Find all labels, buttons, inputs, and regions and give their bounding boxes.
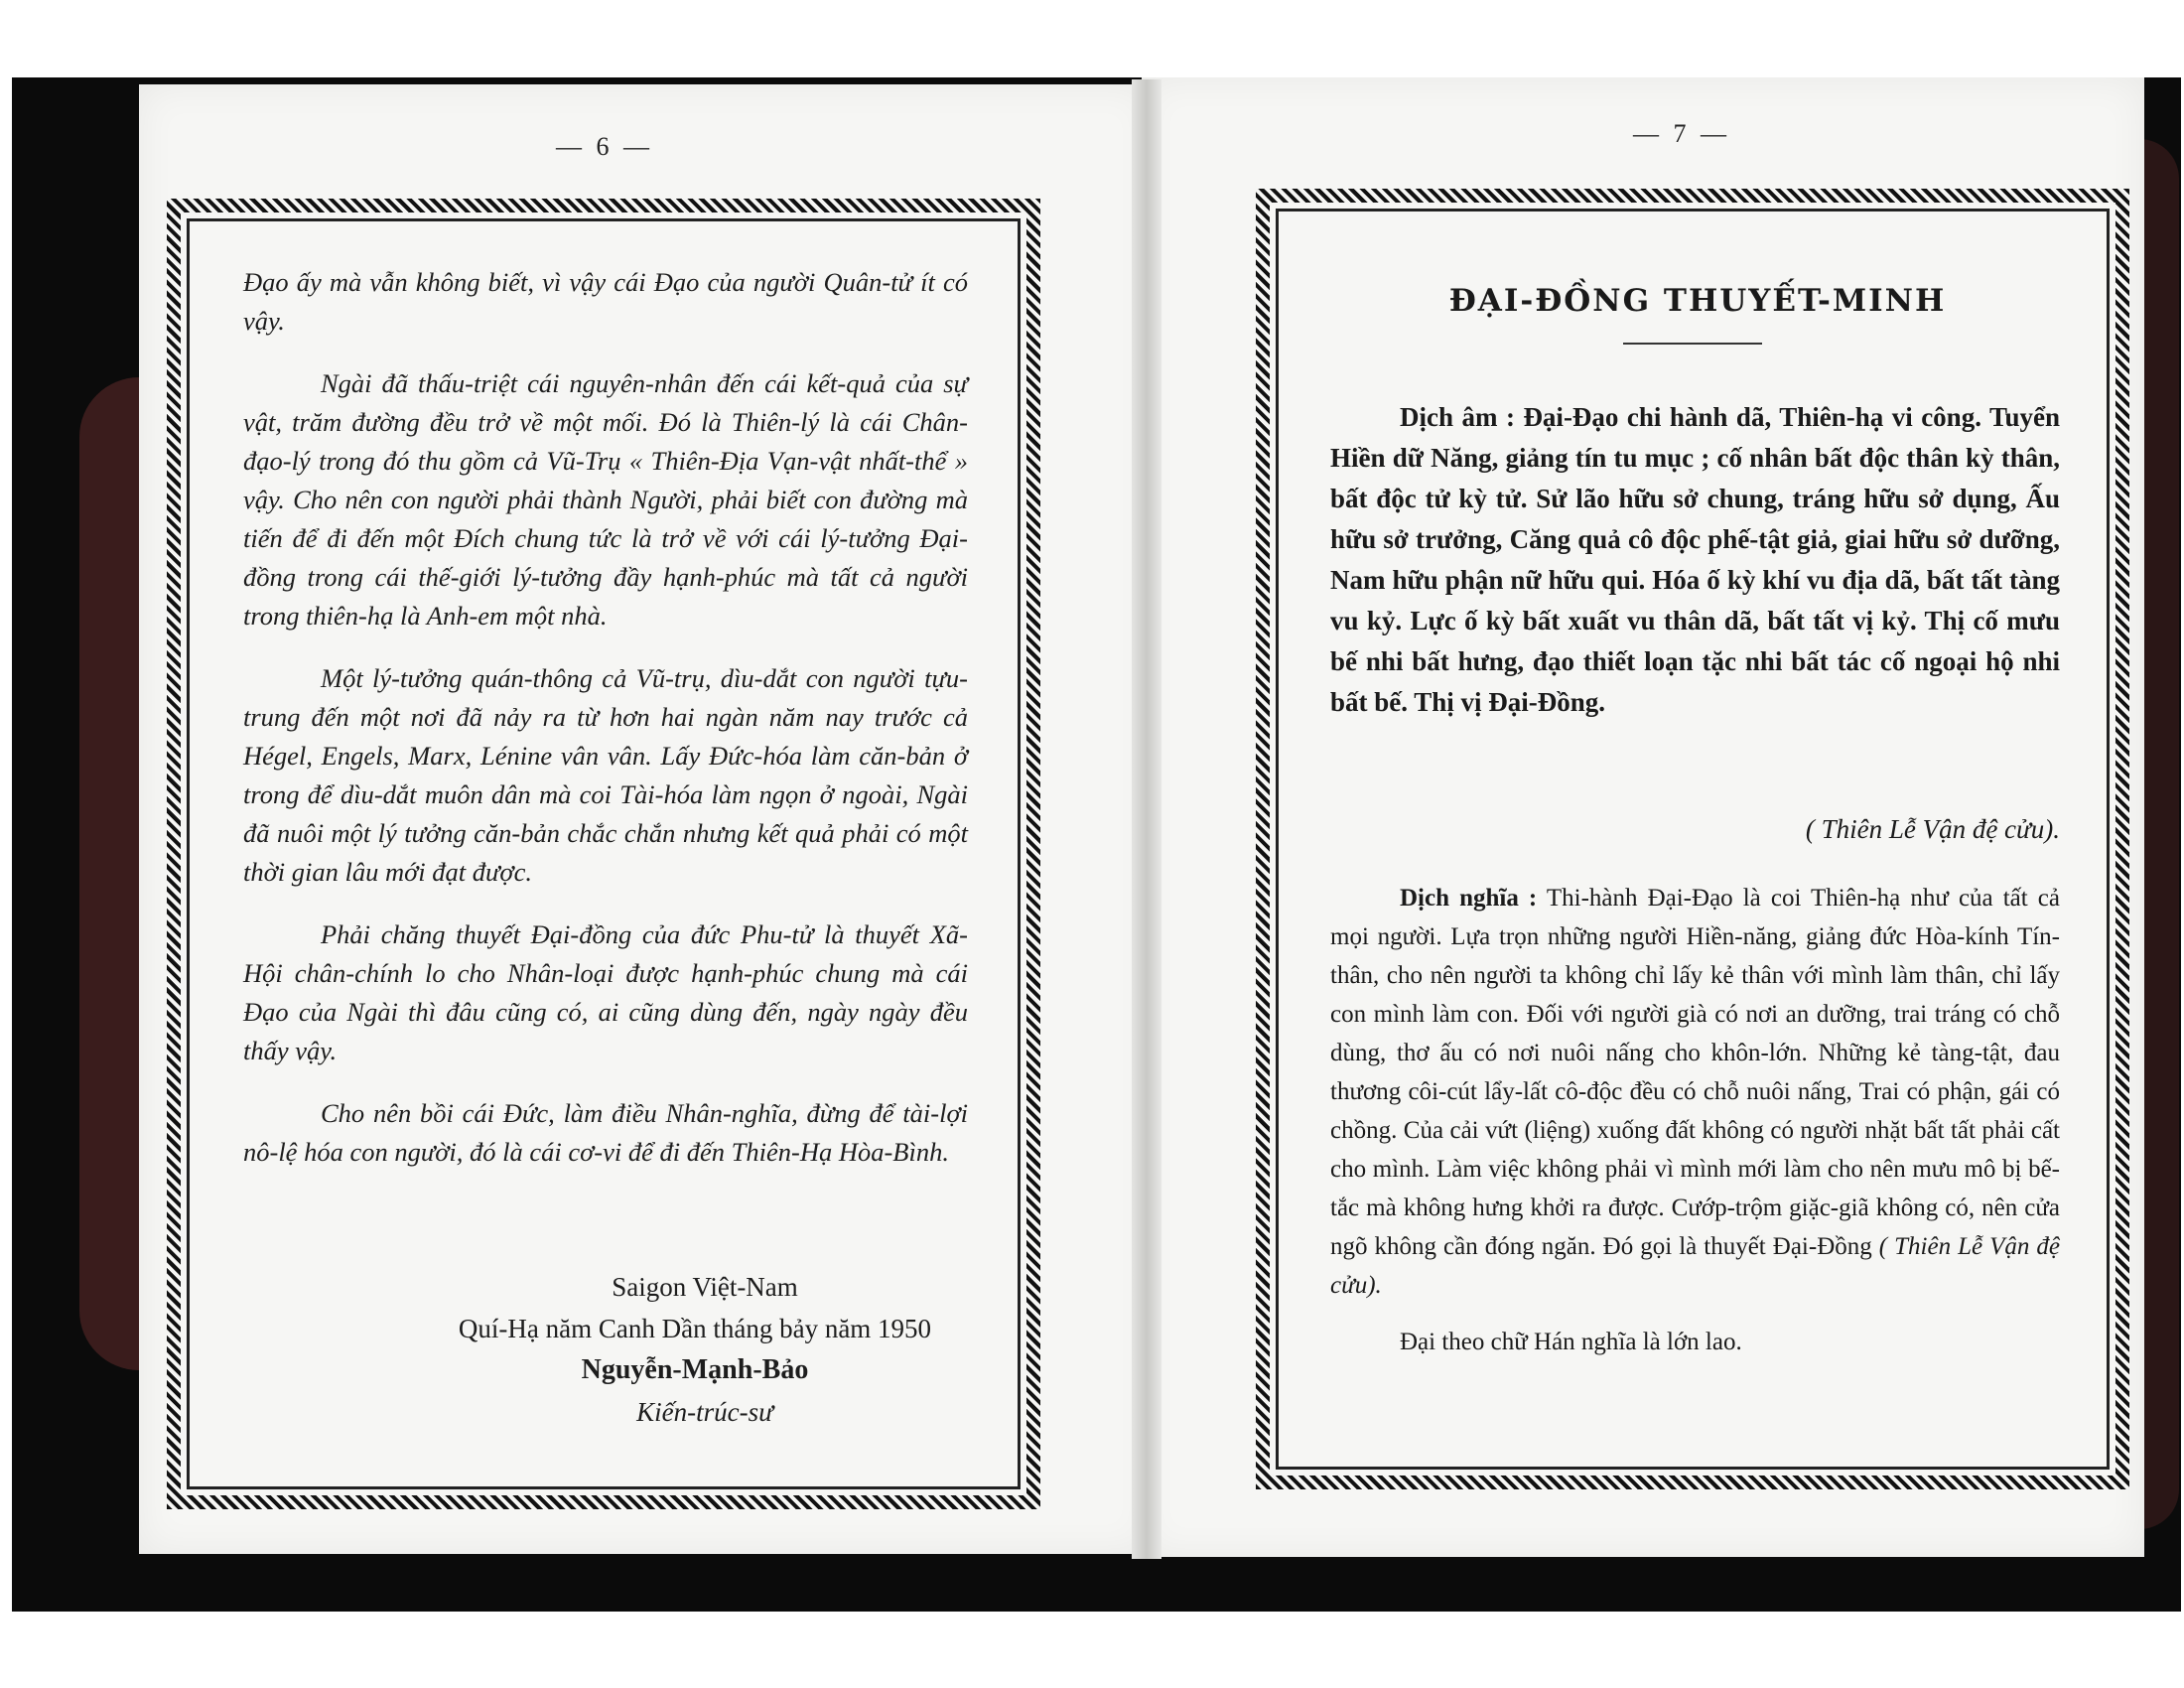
signature-place: Saigon Việt-Nam <box>612 1272 798 1302</box>
signature-block <box>397 1266 993 1433</box>
left-page-number: — 6 — <box>556 132 653 161</box>
dich-am-text: Đại-Đạo chi hành dã, Thiên-hạ vi công. Tuyển Hiền dữ Năng, giảng tín tu mục ; cố nhân bất độc thân kỳ thân, bất độc tử kỳ tử. Sử lão hữu sở chung, tráng hữu sở dụng, Ấu hữu sở trưởng, Căng quả cô độc phế-tật giả, giai hữu sở dưỡng, Nam hữu phận nữ hữu qui. Hóa ố kỳ khí vu địa dã, bất tất tàng vu kỷ. Lực ố kỳ bất xuất vu thân dã, bất tất vị kỷ. Thị cố mưu bế nhi bất hưng, đạo thiết loạn tặc nhi bất tác cố ngoại hộ nhi bất bế. Thị vị Đại-Đồng. <box>1330 402 2060 717</box>
left-paragraph-5: Cho nên bồi cái Đức, làm điều Nhân-nghĩa, đừng để tài-lợi nô-lệ hóa con người, đó là cái cơ-vi để đi đến Thiên-Hạ Hòa-Bình. <box>243 1098 968 1167</box>
dich-am-label: Dịch âm : <box>1400 402 1515 432</box>
left-paragraph-1: Đạo ấy mà vẫn không biết, vì vậy cái Đạo của người Quân-tử ít có vậy. <box>243 267 968 336</box>
dich-am-citation: ( Thiên Lễ Vận đệ cửu). <box>1805 814 2060 844</box>
book-gutter <box>1132 79 1161 1559</box>
dich-nghia-section <box>1330 879 2060 1379</box>
signature-name: Nguyễn-Mạnh-Bảo <box>581 1354 809 1385</box>
left-paragraph-2: Ngài đã thấu-triệt cái nguyên-nhân đến cái kết-quả của sự vật, trăm đường đều trở về một mối. Đó là Thiên-lý là cái Chân-đạo-lý trong đó thu gồm cả Vũ-Trụ « Thiên-Địa Vạn-vật nhất-thể » vậy. Cho nên con người phải thành Người, phải biết con đường mà tiến để đi đến một Đích chung tức là trở về với cái lý-tưởng Đại-đồng trong cái thế-giới lý-tưởng đầy hạnh-phúc mà tất cả người trong thiên-hạ là Anh-em một nhà. <box>243 368 968 631</box>
left-paragraph-4: Phải chăng thuyết Đại-đồng của đức Phu-tử là thuyết Xã-Hội chân-chính lo cho Nhân-loại được hạnh-phúc chung mà cái Đạo của Ngài thì đâu cũng có, ai cũng dùng đến, ngày ngày đều thấy vậy. <box>243 919 968 1065</box>
dich-am-section <box>1330 397 2060 723</box>
dich-nghia-label: Dịch nghĩa : <box>1400 885 1538 912</box>
signature-role: Kiến-trúc-sư <box>636 1397 773 1427</box>
dich-nghia-text: Thi-hành Đại-Đạo là coi Thiên-hạ như của tất cả mọi người. Lựa trọn những người Hiền-năng, giảng đức Hòa-kính Tín-thân, cho nên người ta không chỉ lấy kẻ thân với mình làm thân, chỉ lấy con mình làm con. Đối với người già có nơi an dưỡng, trai tráng có chỗ dùng, thơ ấu có nơi nuôi nấng cho khôn-lớn. Những kẻ tàng-tật, đau thương côi-cút lẩy-lất cô-độc đều có chỗ nuôi nấng, Trai có phận, gái có chồng. Của cải vứt (liệng) xuống đất không có người nhặt bất tất phải cất cho mình. Làm việc không phải vì mình mới làm cho nên mưu mô bị bế-tắc mà không hưng khởi ra được. Cướp-trộm giặc-giã không có, nên cửa ngõ không cần đóng ngăn. Đó gọi là thuyết Đại-Đồng <box>1330 885 2060 1260</box>
left-paragraph-3: Một lý-tưởng quán-thông cả Vũ-trụ, dìu-dắt con người tựu-trung đến một nơi đã nảy ra từ hơn hai ngàn năm nay trước cả Hégel, Engels, Marx, Lénine vân vân. Lấy Đức-hóa làm căn-bản ở trong để dìu-dắt muôn dân mà coi Tài-hóa làm ngọn ở ngoài, Ngài đã nuôi một lý tưởng căn-bản chắc chắn nhưng kết quả phải có một thời gian lâu mới đạt được. <box>243 663 968 887</box>
right-page-number: — 7 — <box>1633 119 1730 148</box>
dich-nghia-citation: ( Thiên Lễ Vận đệ cửu). <box>1330 1233 2061 1299</box>
last-line: Đại theo chữ Hán nghĩa là lớn lao. <box>1400 1329 1742 1355</box>
right-page-title: ĐẠI-ĐỒNG THUYẾT-MINH <box>1448 283 1947 319</box>
left-body-text <box>243 263 968 1196</box>
signature-date: Quí-Hạ năm Canh Dần tháng bảy năm 1950 <box>458 1314 932 1343</box>
title-rule <box>1623 343 1762 345</box>
